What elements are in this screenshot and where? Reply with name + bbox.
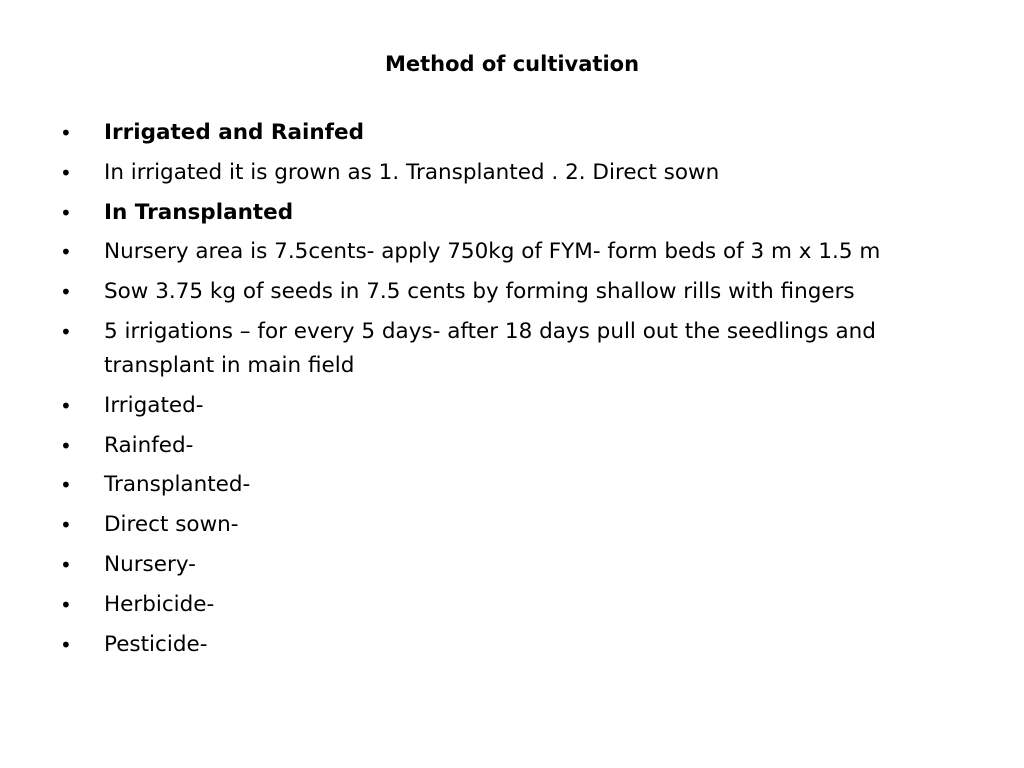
bullet-item: [56, 156, 956, 190]
bullet-icon: •: [60, 393, 72, 418]
bullet-icon: •: [60, 160, 72, 185]
bullet-text: Irrigated-: [104, 392, 204, 418]
bullet-list: [56, 116, 956, 667]
bullet-text: Sow 3.75 kg of seeds in 7.5 cents by forming shallow rills with fingers: [104, 279, 855, 305]
bullet-text: 5 irrigations – for every 5 days- after 18 days pull out the seedlings and transplant in main field: [104, 318, 876, 378]
bullet-text: Herbicide-: [104, 591, 215, 617]
bullet-text: Irrigated and Rainfed: [104, 120, 364, 145]
bullet-icon: •: [60, 473, 72, 498]
bullet-item: [56, 429, 956, 463]
bullet-icon: •: [60, 592, 72, 617]
bullet-icon: •: [60, 240, 72, 265]
bullet-icon: •: [60, 200, 72, 225]
bullet-text: Rainfed-: [104, 432, 194, 458]
bullet-item: [56, 235, 956, 269]
bullet-item: [56, 588, 956, 622]
bullet-item: [56, 275, 956, 309]
bullet-item: [56, 548, 956, 582]
bullet-icon: •: [60, 121, 72, 145]
bullet-item: [56, 628, 956, 662]
bullet-icon: •: [60, 280, 72, 305]
bullet-icon: •: [60, 319, 72, 344]
bullet-text: In irrigated it is grown as 1. Transplanted . 2. Direct sown: [104, 159, 720, 185]
bullet-text: In Transplanted: [104, 199, 294, 225]
slide-title: Method of cultivation: [384, 52, 640, 76]
bullet-item: [56, 508, 956, 542]
bullet-text: Nursery-: [104, 551, 196, 577]
bullet-text: Nursery area is 7.5cents- apply 750kg of FYM- form beds of 3 m x 1.5 m: [104, 239, 881, 265]
bullet-icon: •: [60, 433, 72, 458]
bullet-item: [56, 116, 956, 150]
bullet-item: [56, 468, 956, 502]
bullet-icon: •: [60, 552, 72, 577]
bullet-item: [56, 315, 956, 383]
bullet-text: Transplanted-: [104, 472, 251, 498]
bullet-item: [56, 196, 956, 230]
bullet-icon: •: [60, 632, 72, 657]
bullet-text: Pesticide-: [104, 631, 208, 657]
bullet-icon: •: [60, 513, 72, 538]
bullet-item: [56, 389, 956, 423]
bullet-text: Direct sown-: [104, 512, 239, 538]
